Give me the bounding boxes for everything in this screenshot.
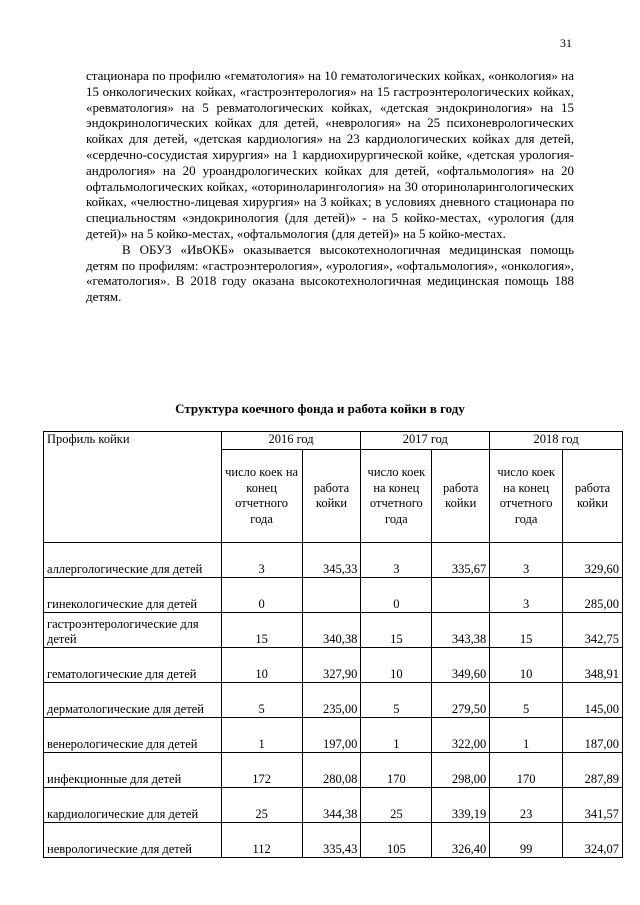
beds-2017-cell: 105 <box>361 823 432 858</box>
sub-header-beds-2016: число коек на конец отчетного года <box>221 450 302 543</box>
beds-2017-cell: 25 <box>361 788 432 823</box>
profile-cell: аллергологические для детей <box>44 543 222 578</box>
work-2016-cell: 327,90 <box>302 648 361 683</box>
header-row-years <box>44 432 623 450</box>
beds-2018-cell: 1 <box>490 718 563 753</box>
table-row <box>44 718 623 753</box>
beds-2018-cell: 3 <box>490 543 563 578</box>
beds-2017-cell: 0 <box>361 578 432 613</box>
work-2018-cell: 341,57 <box>563 788 623 823</box>
bed-fund-table <box>43 431 623 858</box>
work-2018-cell: 285,00 <box>563 578 623 613</box>
beds-2016-cell: 15 <box>221 613 302 648</box>
beds-2017-cell: 170 <box>361 753 432 788</box>
profile-cell: кардиологические для детей <box>44 788 222 823</box>
work-2017-cell <box>432 578 490 613</box>
sub-header-beds-2018: число коек на конец отчетного года <box>490 450 563 543</box>
beds-2018-cell: 10 <box>490 648 563 683</box>
sub-header-work-2017: работа койки <box>432 450 490 543</box>
beds-2016-cell: 10 <box>221 648 302 683</box>
page-number: 31 <box>560 36 572 50</box>
paragraph-2: В ОБУЗ «ИвОКБ» оказывается высокотехнологичная медицинская помощь детям по профилям: «гастроэнтерология», «урология», «офтальмология», «онкология», «гематология». В 2018 году оказана высокотехнологичная медицинская помощь 188 детям. <box>86 241 574 305</box>
work-2018-cell: 342,75 <box>563 613 623 648</box>
beds-2018-cell: 5 <box>490 683 563 718</box>
work-2016-cell: 280,08 <box>302 753 361 788</box>
work-2018-cell: 287,89 <box>563 753 623 788</box>
beds-2018-cell: 99 <box>490 823 563 858</box>
beds-2016-cell: 1 <box>221 718 302 753</box>
work-2017-cell: 335,67 <box>432 543 490 578</box>
work-2017-cell: 339,19 <box>432 788 490 823</box>
work-2018-cell: 145,00 <box>563 683 623 718</box>
beds-2017-cell: 5 <box>361 683 432 718</box>
table-title: Структура коечного фонда и работа койки в году <box>175 401 465 416</box>
beds-2018-cell: 170 <box>490 753 563 788</box>
beds-2016-cell: 0 <box>221 578 302 613</box>
year-header-2018: 2018 год <box>490 432 623 450</box>
work-2017-cell: 279,50 <box>432 683 490 718</box>
work-2016-cell: 197,00 <box>302 718 361 753</box>
table-row <box>44 683 623 718</box>
profile-header: Профиль койки <box>44 432 222 543</box>
work-2018-cell: 324,07 <box>563 823 623 858</box>
work-2016-cell <box>302 578 361 613</box>
work-2017-cell: 343,38 <box>432 613 490 648</box>
work-2016-cell: 335,43 <box>302 823 361 858</box>
table-row <box>44 788 623 823</box>
beds-2016-cell: 3 <box>221 543 302 578</box>
sub-header-beds-2017: число коек на конец отчетного года <box>361 450 432 543</box>
profile-cell: гематологические для детей <box>44 648 222 683</box>
paragraph-1: стационара по профилю «гематология» на 10 гематологических койках, «онкология» на 15 онкологических койках, «гастроэнтерология» на 15 гастроэнтерологических койках, «ревматология» на 5 ревматологических койках, «детская эндокринология» на 15 эндокринологических койках для детей, «неврология» на 25 психоневрологических койках для детей, «детская кардиология» на 23 кардиологических койках для детей, «сердечно-сосудистая хирургия» на 1 кардиохирургической койке, «детская урология-андрология» на 20 уроандрологических койках для детей, «офтальмология» на 20 офтальмологических койках, «оториноларингология» на 30 оториноларингологических койках, «челюстно-лицевая хирургия» на 3 койках; в условиях дневного стационара по специальностям «эндокринология (для детей)» - на 5 койко-местах, «урология (для детей)» на 5 койко-местах, «офтальмология (для детей)» на 5 койко-местах. <box>86 68 574 241</box>
profile-cell: дерматологические для детей <box>44 683 222 718</box>
body-text <box>86 68 574 305</box>
beds-2017-cell: 10 <box>361 648 432 683</box>
beds-2016-cell: 172 <box>221 753 302 788</box>
work-2017-cell: 322,00 <box>432 718 490 753</box>
profile-cell: венерологические для детей <box>44 718 222 753</box>
table-row <box>44 648 623 683</box>
profile-cell: неврологические для детей <box>44 823 222 858</box>
profile-cell: гинекологические для детей <box>44 578 222 613</box>
profile-cell: гастроэнтерологические для детей <box>44 613 222 648</box>
beds-2017-cell: 1 <box>361 718 432 753</box>
beds-2017-cell: 3 <box>361 543 432 578</box>
sub-header-work-2016: работа койки <box>302 450 361 543</box>
beds-2018-cell: 23 <box>490 788 563 823</box>
year-header-2016: 2016 год <box>221 432 361 450</box>
work-2017-cell: 298,00 <box>432 753 490 788</box>
beds-2016-cell: 112 <box>221 823 302 858</box>
table-row <box>44 543 623 578</box>
beds-2016-cell: 5 <box>221 683 302 718</box>
work-2018-cell: 348,91 <box>563 648 623 683</box>
work-2016-cell: 340,38 <box>302 613 361 648</box>
table-row <box>44 578 623 613</box>
work-2016-cell: 344,38 <box>302 788 361 823</box>
sub-header-work-2018: работа койки <box>563 450 623 543</box>
beds-2018-cell: 15 <box>490 613 563 648</box>
work-2017-cell: 326,40 <box>432 823 490 858</box>
beds-2017-cell: 15 <box>361 613 432 648</box>
year-header-2017: 2017 год <box>361 432 490 450</box>
table-row <box>44 753 623 788</box>
work-2016-cell: 345,33 <box>302 543 361 578</box>
table-row <box>44 823 623 858</box>
beds-2016-cell: 25 <box>221 788 302 823</box>
work-2017-cell: 349,60 <box>432 648 490 683</box>
table-row <box>44 613 623 648</box>
profile-cell: инфекционные для детей <box>44 753 222 788</box>
work-2018-cell: 187,00 <box>563 718 623 753</box>
work-2016-cell: 235,00 <box>302 683 361 718</box>
beds-2018-cell: 3 <box>490 578 563 613</box>
work-2018-cell: 329,60 <box>563 543 623 578</box>
